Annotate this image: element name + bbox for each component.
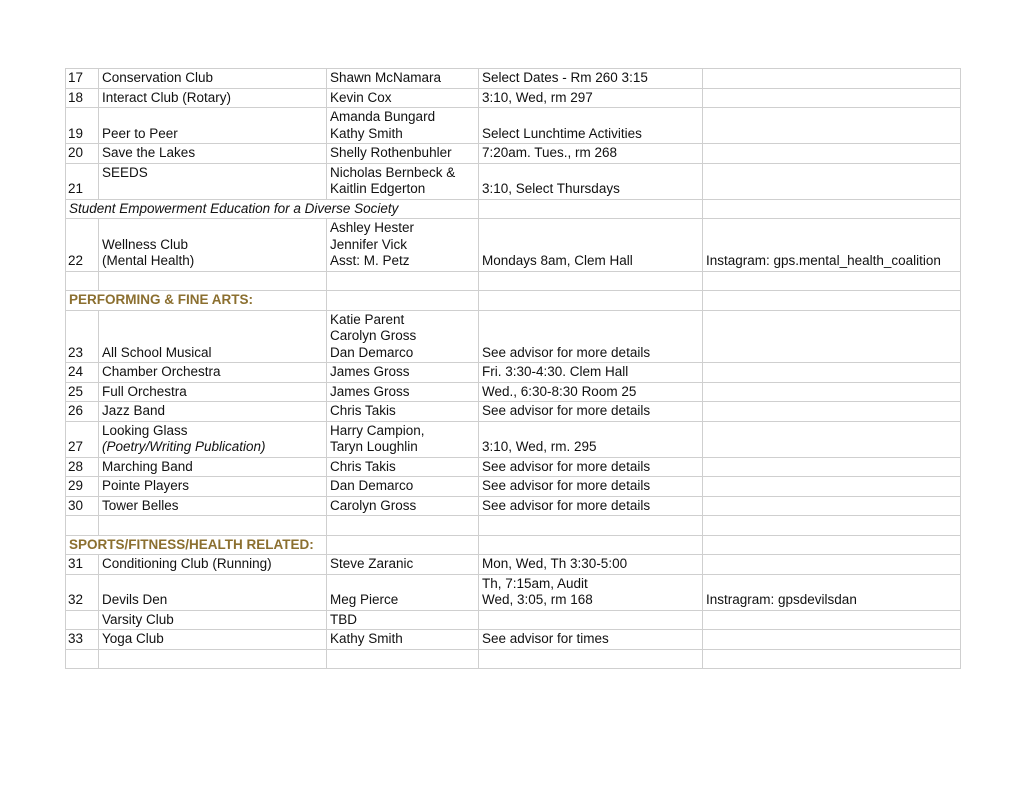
club-description: (Poetry/Writing Publication): [102, 439, 266, 454]
club-name: Chamber Orchestra: [99, 363, 327, 383]
table-row: [66, 108, 961, 144]
empty-cell: [703, 291, 961, 311]
club-number: 21: [66, 163, 99, 199]
club-number: 19: [66, 108, 99, 144]
empty-cell: [479, 271, 703, 291]
section-header-row: [66, 291, 961, 311]
empty-cell: [703, 516, 961, 536]
table-row: [66, 144, 961, 164]
meeting-time: 3:10, Wed, rm. 295: [479, 421, 703, 457]
meeting-time: Mon, Wed, Th 3:30-5:00: [479, 555, 703, 575]
club-number: 28: [66, 457, 99, 477]
extra-info: Instragram: gpsdevilsdan: [703, 574, 961, 610]
club-advisor: Carolyn Gross: [327, 496, 479, 516]
empty-cell: [66, 649, 99, 669]
club-number: 25: [66, 382, 99, 402]
table-row: [66, 88, 961, 108]
extra-info: [703, 496, 961, 516]
extra-info: [703, 363, 961, 383]
extra-info: [703, 69, 961, 89]
extra-info: [703, 477, 961, 497]
table-row: [66, 363, 961, 383]
blank-row: [66, 271, 961, 291]
empty-cell: [66, 516, 99, 536]
club-number: 29: [66, 477, 99, 497]
extra-info: [703, 163, 961, 199]
table-row: [66, 310, 961, 363]
club-advisor: Harry Campion, Taryn Loughlin: [327, 421, 479, 457]
empty-cell: [479, 291, 703, 311]
table-row: [66, 382, 961, 402]
club-name: Pointe Players: [99, 477, 327, 497]
extra-info: [703, 310, 961, 363]
extra-info: [703, 457, 961, 477]
club-name: Conservation Club: [99, 69, 327, 89]
table-row: [66, 457, 961, 477]
club-name: All School Musical: [99, 310, 327, 363]
club-name: SEEDS: [99, 163, 327, 199]
club-name: Save the Lakes: [99, 144, 327, 164]
club-advisor: Katie Parent Carolyn Gross Dan Demarco: [327, 310, 479, 363]
extra-info: Instagram: gps.mental_health_coalition: [703, 219, 961, 272]
meeting-time: Select Lunchtime Activities: [479, 108, 703, 144]
empty-cell: [479, 649, 703, 669]
club-name: Yoga Club: [99, 630, 327, 650]
club-advisor: Amanda Bungard Kathy Smith: [327, 108, 479, 144]
club-number: 18: [66, 88, 99, 108]
club-subtitle-row: [66, 199, 961, 219]
meeting-time: See advisor for more details: [479, 496, 703, 516]
extra-info: [703, 144, 961, 164]
empty-cell: [479, 535, 703, 555]
empty-cell: [327, 516, 479, 536]
empty-cell: [327, 271, 479, 291]
club-subtitle: Student Empowerment Education for a Diverse Society: [66, 199, 479, 219]
section-header: PERFORMING & FINE ARTS:: [66, 291, 327, 311]
extra-info: [703, 555, 961, 575]
table-row: [66, 163, 961, 199]
club-name: Devils Den: [99, 574, 327, 610]
table-row: [66, 402, 961, 422]
club-advisor: TBD: [327, 610, 479, 630]
blank-row: [66, 516, 961, 536]
club-advisor: Dan Demarco: [327, 477, 479, 497]
club-advisor: James Gross: [327, 363, 479, 383]
extra-info: [703, 108, 961, 144]
club-number: 26: [66, 402, 99, 422]
club-advisor: Steve Zaranic: [327, 555, 479, 575]
empty-cell: [327, 535, 479, 555]
club-number: [66, 610, 99, 630]
meeting-time: 7:20am. Tues., rm 268: [479, 144, 703, 164]
club-name: Jazz Band: [99, 402, 327, 422]
club-number: 27: [66, 421, 99, 457]
empty-cell: [66, 271, 99, 291]
club-name: Tower Belles: [99, 496, 327, 516]
blank-row: [66, 649, 961, 669]
club-table-body: [66, 69, 961, 669]
table-row: [66, 496, 961, 516]
empty-cell: [99, 271, 327, 291]
club-name: Varsity Club: [99, 610, 327, 630]
empty-cell: [99, 516, 327, 536]
meeting-time: Select Dates - Rm 260 3:15: [479, 69, 703, 89]
club-name-cell: [99, 421, 327, 457]
table-row: [66, 610, 961, 630]
meeting-time: See advisor for times: [479, 630, 703, 650]
club-advisor: Chris Takis: [327, 457, 479, 477]
empty-cell: [479, 516, 703, 536]
extra-info: [703, 421, 961, 457]
club-number: 31: [66, 555, 99, 575]
club-advisor: Shelly Rothenbuhler: [327, 144, 479, 164]
club-number: 32: [66, 574, 99, 610]
extra-info: [703, 610, 961, 630]
meeting-time: Fri. 3:30-4:30. Clem Hall: [479, 363, 703, 383]
club-advisor: Kevin Cox: [327, 88, 479, 108]
meeting-time: See advisor for more details: [479, 477, 703, 497]
table-row: [66, 574, 961, 610]
section-header: SPORTS/FITNESS/HEALTH RELATED:: [66, 535, 327, 555]
club-name: Marching Band: [99, 457, 327, 477]
club-name: Full Orchestra: [99, 382, 327, 402]
club-name: Wellness Club (Mental Health): [99, 219, 327, 272]
club-table: [65, 68, 961, 669]
club-advisor: Meg Pierce: [327, 574, 479, 610]
meeting-time: 3:10, Select Thursdays: [479, 163, 703, 199]
table-row: [66, 421, 961, 457]
extra-info: [703, 402, 961, 422]
club-advisor: James Gross: [327, 382, 479, 402]
meeting-time: See advisor for more details: [479, 402, 703, 422]
club-number: 20: [66, 144, 99, 164]
extra-info: [703, 88, 961, 108]
extra-info: [703, 630, 961, 650]
club-name: Looking Glass: [102, 422, 188, 438]
table-row: [66, 69, 961, 89]
empty-cell: [703, 535, 961, 555]
empty-cell: [479, 199, 703, 219]
club-name: Interact Club (Rotary): [99, 88, 327, 108]
meeting-time: Mondays 8am, Clem Hall: [479, 219, 703, 272]
table-row: [66, 630, 961, 650]
meeting-time: See advisor for more details: [479, 457, 703, 477]
table-row: [66, 477, 961, 497]
table-row: [66, 219, 961, 272]
section-header-row: [66, 535, 961, 555]
club-advisor: Chris Takis: [327, 402, 479, 422]
empty-cell: [703, 649, 961, 669]
empty-cell: [99, 649, 327, 669]
meeting-time: See advisor for more details: [479, 310, 703, 363]
meeting-time: Th, 7:15am, Audit Wed, 3:05, rm 168: [479, 574, 703, 610]
empty-cell: [327, 291, 479, 311]
club-number: 30: [66, 496, 99, 516]
club-number: 23: [66, 310, 99, 363]
empty-cell: [703, 271, 961, 291]
club-advisor: Kathy Smith: [327, 630, 479, 650]
empty-cell: [327, 649, 479, 669]
empty-cell: [703, 199, 961, 219]
club-number: 17: [66, 69, 99, 89]
club-advisor: Ashley Hester Jennifer Vick Asst: M. Petz: [327, 219, 479, 272]
extra-info: [703, 382, 961, 402]
club-number: 24: [66, 363, 99, 383]
meeting-time: Wed., 6:30-8:30 Room 25: [479, 382, 703, 402]
club-name: Conditioning Club (Running): [99, 555, 327, 575]
club-advisor: Nicholas Bernbeck & Kaitlin Edgerton: [327, 163, 479, 199]
club-number: 33: [66, 630, 99, 650]
meeting-time: 3:10, Wed, rm 297: [479, 88, 703, 108]
meeting-time: [479, 610, 703, 630]
club-name: Peer to Peer: [99, 108, 327, 144]
club-advisor: Shawn McNamara: [327, 69, 479, 89]
club-number: 22: [66, 219, 99, 272]
table-row: [66, 555, 961, 575]
